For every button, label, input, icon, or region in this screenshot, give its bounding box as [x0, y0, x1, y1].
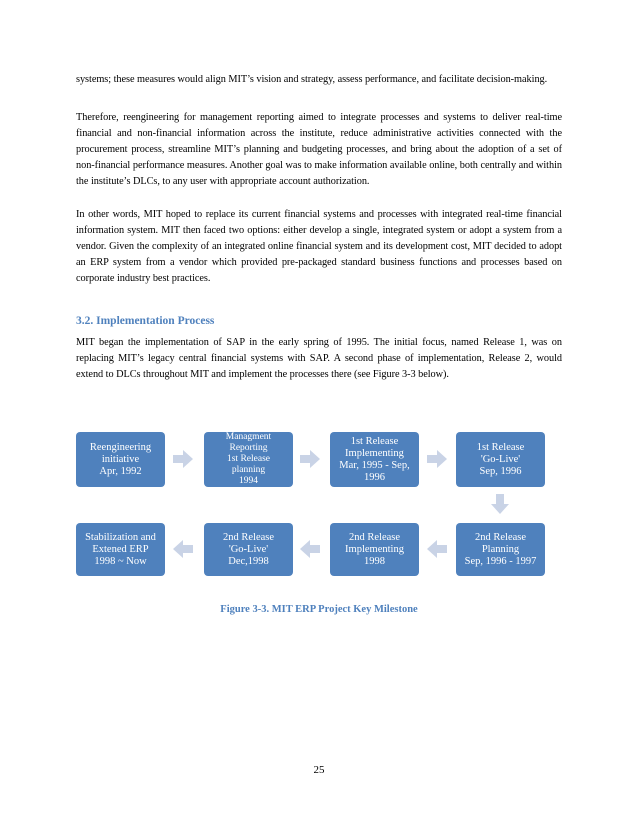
milestone-1st-release-golive: 1st Release 'Go-Live' Sep, 1996 — [456, 432, 545, 487]
arrow-right-icon — [173, 450, 193, 468]
paragraph-2: Therefore, reengineering for management reporting aimed to integrate processes and systems to deliver real-time financial and non-financial information across the institute, reduce administrative activities connected with the procurement process, streamline MIT’s planning and budgeting processes, and bring about the adoption of a set of non-financial performance measures. Another goal was to make information available online, both centrally and within the institute’s DLCs, to any user with appropriate account authorization. — [76, 112, 562, 187]
milestone-2nd-release-implementing: 2nd Release Implementing 1998 — [330, 523, 419, 576]
arrow-right-icon — [300, 450, 320, 468]
figure-caption: Figure 3-3. MIT ERP Project Key Milestone — [220, 604, 418, 615]
milestone-1st-release-implementing: 1st Release Implementing Mar, 1995 - Sep, 1996 — [330, 432, 419, 487]
milestone-management-reporting: Managment Reporting 1st Release planning 1994 — [204, 432, 293, 487]
arrow-left-icon — [300, 540, 320, 558]
arrow-left-icon — [427, 540, 447, 558]
milestone-reengineering: Reengineering initiative Apr, 1992 — [76, 432, 165, 487]
paragraph-1: systems; these measures would align MIT’s vision and strategy, assess performance, and facilitate decision-making. — [76, 74, 548, 85]
section-heading: 3.2. Implementation Process — [76, 315, 215, 327]
arrow-down-icon — [491, 494, 509, 514]
section-body: MIT began the implementation of SAP in the early spring of 1995. The initial focus, named Release 1, was on replacing MIT’s legacy central financial systems with SAP. A second phase of implementation, Release 2, would extend to DLCs throughout MIT and implement the processes there (see Figure 3-3 below). — [76, 337, 562, 380]
paragraph-3: In other words, MIT hoped to replace its current financial systems and processes with integrated real-time financial information system. MIT then faced two options: either develop a single, integrated system or adopt a system from a vendor. Given the complexity of an integrated online financial system and its development cost, MIT decided to adopt an ERP system from a vendor which provided pre-packaged standard business functions and processes based on corporate industry best practices. — [76, 209, 562, 284]
milestone-stabilization: Stabilization and Extened ERP 1998 ~ Now — [76, 523, 165, 576]
page-number: 25 — [313, 764, 325, 776]
milestone-2nd-release-planning: 2nd Release Planning Sep, 1996 - 1997 — [456, 523, 545, 576]
arrow-right-icon — [427, 450, 447, 468]
arrow-left-icon — [173, 540, 193, 558]
milestone-2nd-release-golive: 2nd Release 'Go-Live' Dec,1998 — [204, 523, 293, 576]
